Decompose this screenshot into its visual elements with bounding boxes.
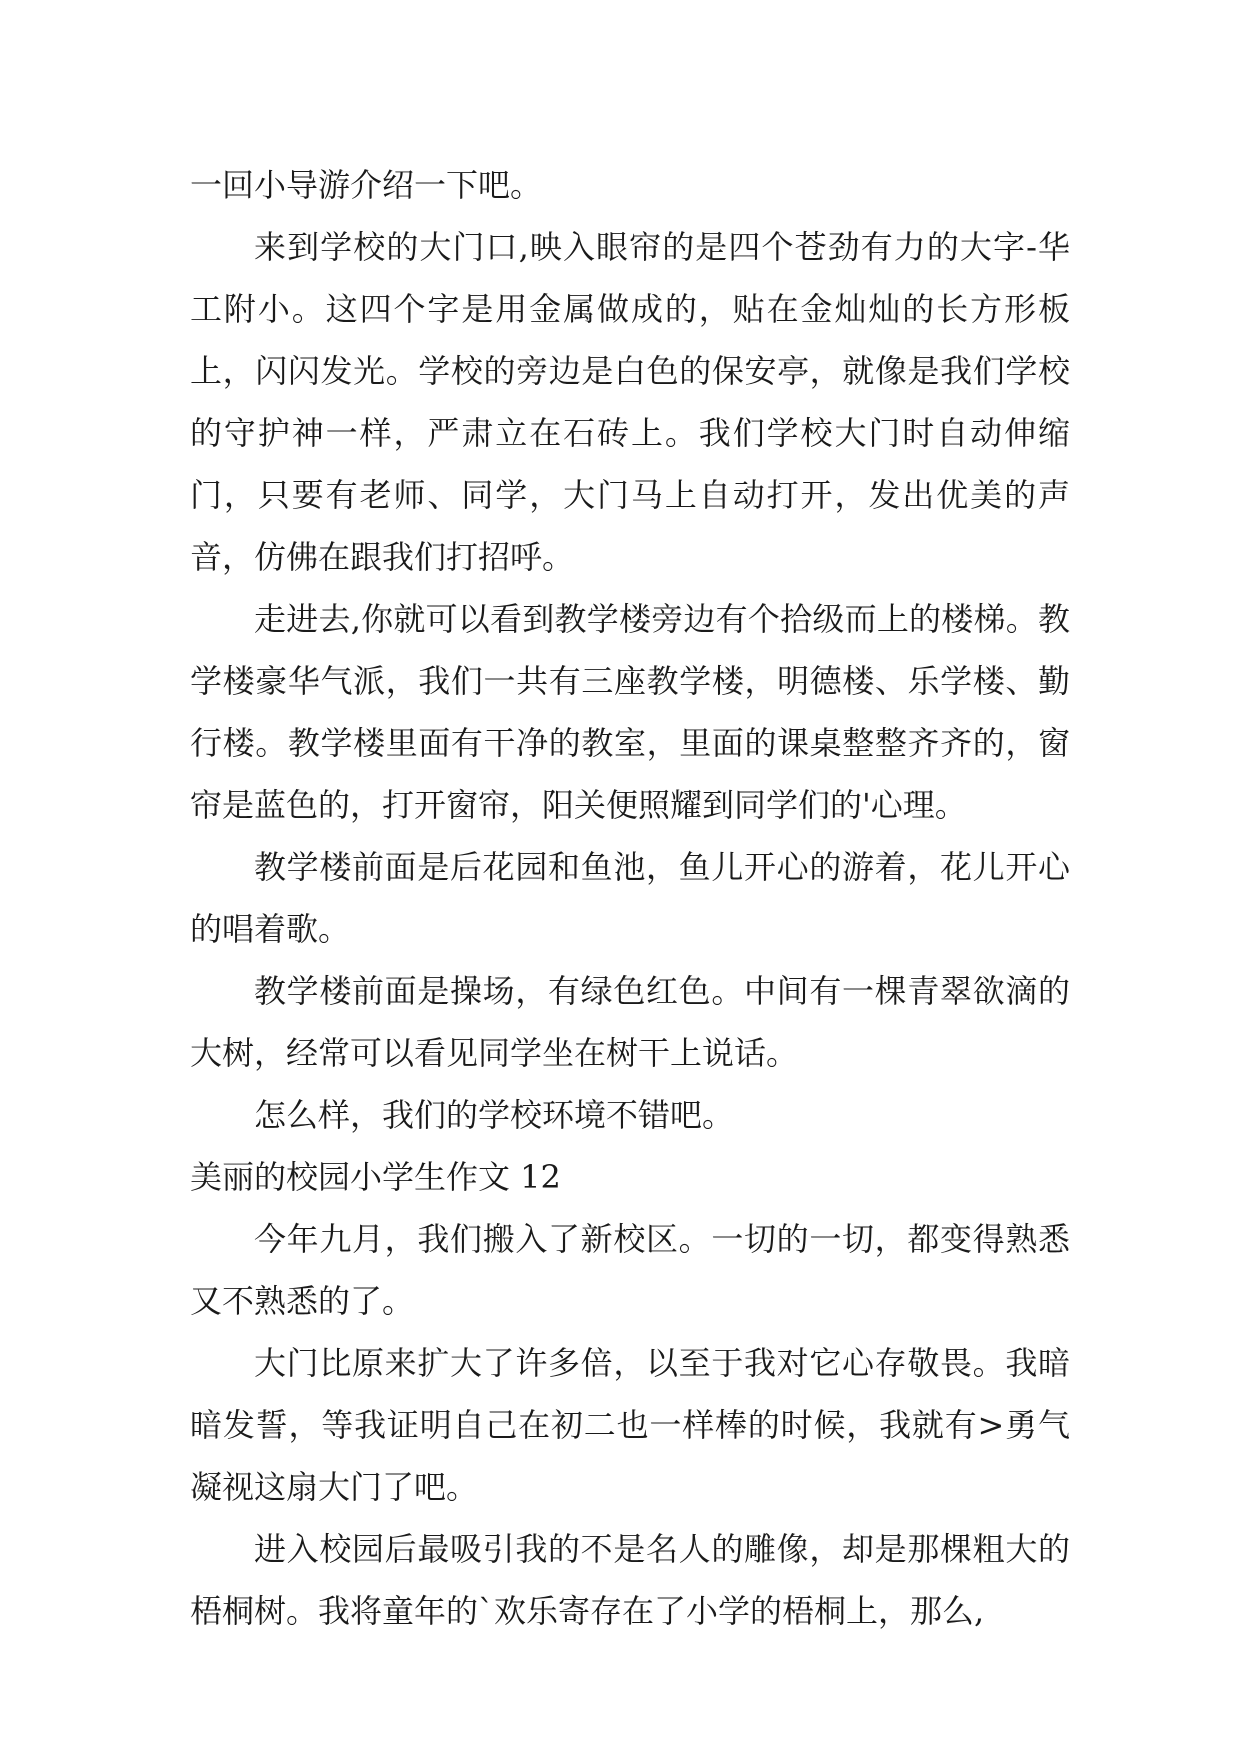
paragraph-garden: 教学楼前面是后花园和鱼池，鱼儿开心的游着，花儿开心的唱着歌。: [190, 848, 1070, 948]
document-body: [190, 154, 1070, 1642]
paragraph-new-campus: 今年九月，我们搬入了新校区。一切的一切，都变得熟悉又不熟悉的了。: [190, 1220, 1070, 1320]
paragraph-playground: 教学楼前面是操场，有绿色红色。中间有一棵青翠欲滴的大树，经常可以看见同学坐在树干上说话。: [190, 972, 1070, 1072]
paragraph-parasol-tree: 进入校园后最吸引我的不是名人的雕像，却是那棵粗大的梧桐树。我将童年的`欢乐寄存在了小学的梧桐上，那么,: [190, 1530, 1070, 1630]
paragraph-big-gate: 大门比原来扩大了许多倍，以至于我对它心存敬畏。我暗暗发誓，等我证明自己在初二也一样棒的时候，我就有>勇气凝视这扇大门了吧。: [190, 1344, 1070, 1506]
paragraph-teaching-buildings: 走进去,你就可以看到教学楼旁边有个拾级而上的楼梯。教学楼豪华气派，我们一共有三座教学楼，明德楼、乐学楼、勤行楼。教学楼里面有干净的教室，里面的课桌整整齐齐的，窗帘是蓝色的，打开窗帘，阳关便照耀到同学们的'心理。: [190, 600, 1070, 824]
paragraph-continued: 一回小导游介绍一下吧。: [190, 166, 543, 204]
paragraph-school-gate: 来到学校的大门口,映入眼帘的是四个苍劲有力的大字-华工附小。这四个字是用金属做成的，贴在金灿灿的长方形板上，闪闪发光。学校的旁边是白色的保安亭，就像是我们学校的守护神一样，严肃立在石砖上。我们学校大门时自动伸缩门，只要有老师、同学，大门马上自动打开，发出优美的声音，仿佛在跟我们打招呼。: [190, 228, 1070, 576]
section-title: 美丽的校园小学生作文 12: [190, 1158, 561, 1196]
paragraph-closing: 怎么样，我们的学校环境不错吧。: [254, 1096, 735, 1134]
